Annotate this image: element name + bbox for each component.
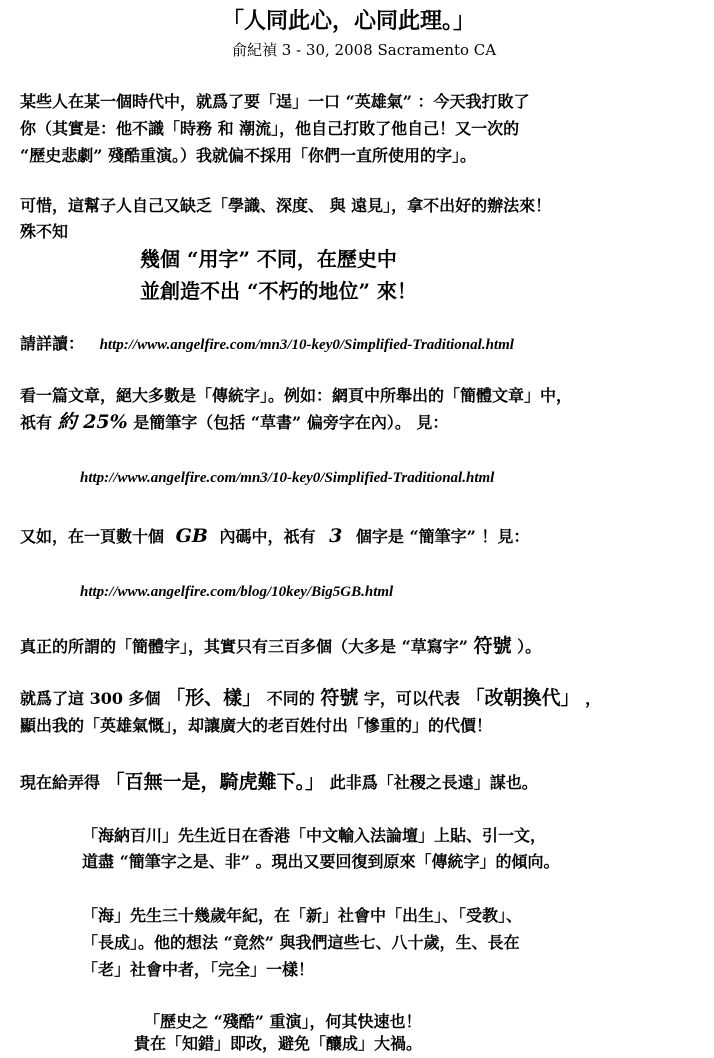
paragraph-6-line-2: 顯出我的「英雄氣慨」，却讓廣大的老百姓付出「慘重的」的代價！ — [20, 716, 493, 735]
paragraph-4 — [20, 526, 529, 547]
p6-emphasis-2: 符號 — [320, 687, 359, 709]
emphasis-line-2: 並創造不出 “不朽的地位” 來！ — [140, 279, 417, 303]
paragraph-3-line-1: 看一篇文章，絕大多數是「傳統字」。例如：網頁中所舉出的「簡體文章」中， — [20, 386, 573, 405]
paragraph-1-line-2: 你（其實是：他不識「時務 和 潮流」，他自己打敗了他自己！又一次的 — [20, 119, 520, 138]
p6-post: ， — [585, 689, 602, 708]
paragraph-1-line-3: “歷史悲劇” 殘酷重演。）我就偏不採用「你們一直所使用的字」。 — [20, 146, 476, 165]
p7-post: 此非爲「社稷之長遠」謀也。 — [329, 773, 538, 792]
author-line: 俞紀禎 3 - 30, 2008 Sacramento CA — [232, 41, 497, 59]
quote-1-line-2: 道盡 “簡筆字之是、非” 。現出又要回復到原來「傳統字」的傾向。 — [82, 852, 560, 871]
quote-1-line-1: 「海納百川」先生近日在香港「中文輸入法論壇」上貼、引一文， — [82, 826, 547, 845]
quote-3-line-1: 「歷史之 “殘酷” 重演」，何其快速也！ — [144, 1012, 422, 1031]
paragraph-1-line-1: 某些人在某一個時代中，就爲了要「逞」一口 “英雄氣” ：今天我打敗了 — [20, 92, 530, 111]
url-link-2[interactable]: http://www.angelfire.com/mn3/10-key0/Simplified-Traditional.html — [80, 470, 495, 486]
p3-post: 是簡筆字（包括 “草書” 偏旁字在內）。 見： — [133, 413, 449, 432]
paragraph-6-line-1 — [20, 688, 601, 709]
p6-mid-2: 字，可以代表 — [363, 689, 460, 708]
url-link-3[interactable]: http://www.angelfire.com/blog/10key/Big5GB.html — [80, 584, 394, 600]
paragraph-2-line-1: 可惜，這幫子人自己又缺乏「學識、深度、 與 遠見」，拿不出好的辦法來！ — [20, 196, 552, 215]
quote-3-line-2: 貴在「知錯」即改，避免「釀成」大禍。 — [134, 1034, 423, 1053]
p4-pre: 又如，在一頁數十個 — [20, 527, 165, 546]
emphasis-line-1: 幾個 “用字” 不同，在歷史中 — [140, 247, 397, 271]
read-label: 請詳讀： — [20, 334, 85, 353]
p7-emphasis: 「百無一是，騎虎難下。」 — [105, 771, 325, 793]
p6-pre: 就爲了這 300 多個 — [20, 689, 161, 708]
p4-num: 3 — [329, 525, 343, 547]
paragraph-3-line-2 — [20, 412, 448, 433]
p7-pre: 現在給弄得 — [20, 773, 101, 792]
paragraph-7 — [20, 772, 538, 793]
p6-emphasis-3: 「改朝換代」 — [465, 687, 580, 709]
p6-mid: 不同的 — [266, 689, 315, 708]
quote-2-line-2: 「長成」。他的想法 “竟然” 與我們這些七、八十歲，生、長在 — [82, 933, 520, 952]
p6-emphasis-1: 「形、樣」 — [166, 687, 262, 709]
p3-pre: 祇有 — [20, 413, 53, 432]
doc-title: 「人同此心，心同此理。」 — [222, 8, 476, 34]
quote-2-line-1: 「海」先生三十幾歲年紀，在「新」社會中「出生」、「受教」、 — [82, 906, 523, 925]
paragraph-2-line-2: 殊不知 — [20, 222, 69, 241]
p5-post: ）。 — [517, 637, 542, 656]
quote-2-line-3: 「老」社會中者，「完全」一樣！ — [82, 960, 315, 979]
paragraph-5 — [20, 636, 541, 657]
url-link-1[interactable]: http://www.angelfire.com/mn3/10-key0/Simplified-Traditional.html — [99, 337, 514, 353]
p4-post: 個字是 “簡筆字” ！見： — [355, 527, 530, 546]
p5-pre: 真正的所謂的「簡體字」，其實只有三百多個（大多是 “草寫字” — [20, 637, 468, 656]
read-line — [20, 334, 514, 355]
p3-percent: 約 25% — [57, 411, 128, 433]
p4-gb: GB — [175, 525, 208, 547]
p4-mid: 內碼中，祇有 — [219, 527, 316, 546]
p5-emphasis: 符號 — [473, 635, 512, 657]
